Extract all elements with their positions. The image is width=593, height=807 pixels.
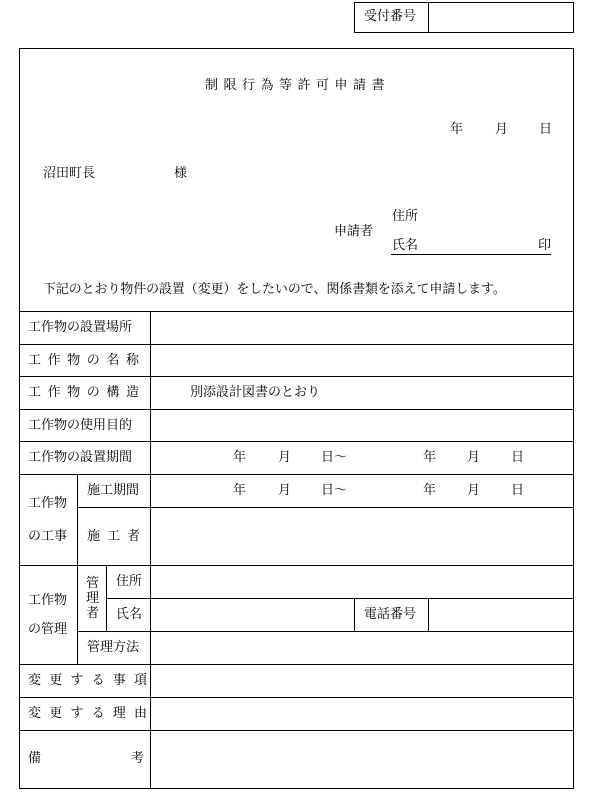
applicant-name-label: 氏名: [392, 238, 419, 253]
contractor-label: 施工者: [87, 529, 148, 544]
row-line-6: [19, 565, 574, 566]
applicant-name-underline: [391, 254, 551, 255]
phone-number-field[interactable]: [430, 600, 572, 630]
construction-from-month: 月: [278, 483, 292, 498]
group-column-line: [77, 474, 78, 664]
installation-period-label: 工作物の設置期間: [28, 450, 133, 465]
manager-column-line: [106, 565, 107, 631]
change-items-field[interactable]: [152, 666, 572, 696]
row-line-4: [19, 441, 574, 442]
applicant-name-field[interactable]: [425, 236, 530, 254]
management-method-field[interactable]: [152, 633, 572, 663]
manager-inner-line: [106, 598, 574, 599]
installation-from-year: 年: [233, 450, 247, 465]
remarks-label-right: 考: [131, 751, 145, 766]
manager-name-field[interactable]: [152, 600, 352, 630]
structure-type-label: 工作物の構造: [28, 385, 146, 400]
change-items-label: 変更する事項: [28, 673, 156, 688]
date-day-label: 日: [539, 122, 553, 137]
construction-inner-line: [77, 507, 574, 508]
row-line-8: [19, 697, 574, 698]
structure-name-field[interactable]: [152, 346, 572, 375]
receipt-number-field[interactable]: [430, 4, 572, 31]
location-label: 工作物の設置場所: [28, 320, 133, 335]
construction-to-month: 月: [467, 483, 481, 498]
table-top-line: [19, 311, 574, 312]
manager-name-label: 氏名: [116, 607, 143, 622]
installation-to-day: 日: [511, 450, 525, 465]
receipt-number-label: 受付番号: [364, 9, 417, 24]
row-line-2: [19, 376, 574, 377]
management-inner-line: [77, 631, 574, 632]
applicant-address-field[interactable]: [425, 207, 550, 225]
contractor-field[interactable]: [152, 509, 572, 564]
management-group-label-bottom: の管理: [28, 622, 68, 637]
application-statement: 下記のとおり物件の設置（変更）をしたいので、関係書類を添えて申請します。: [43, 282, 506, 297]
row-line-7: [19, 664, 574, 665]
manager-address-label: 住所: [116, 574, 143, 589]
location-field[interactable]: [152, 313, 572, 343]
date-year-label: 年: [450, 122, 464, 137]
structure-name-label: 工作物の名称: [28, 353, 146, 368]
row-line-9: [19, 730, 574, 731]
phone-number-label: 電話番号: [364, 607, 417, 622]
purpose-label: 工作物の使用目的: [28, 418, 133, 433]
remarks-label-left: 備: [28, 751, 42, 766]
phone-label-left-line: [354, 598, 355, 631]
structure-type-value[interactable]: 別添設計図書のとおり: [190, 385, 321, 400]
management-method-label: 管理方法: [87, 640, 140, 655]
receipt-divider: [428, 2, 429, 33]
installation-to-month: 月: [467, 450, 481, 465]
installation-to-year: 年: [423, 450, 437, 465]
manager-address-field[interactable]: [152, 567, 572, 597]
manager-label: 管理者: [86, 576, 100, 621]
date-month-label: 月: [495, 122, 509, 137]
construction-to-year: 年: [423, 483, 437, 498]
form-title: 制限行為等許可申請書: [205, 78, 391, 93]
purpose-field[interactable]: [152, 411, 572, 440]
installation-from-month: 月: [278, 450, 292, 465]
applicant-label: 申請者: [334, 224, 374, 239]
construction-to-day: 日: [511, 483, 525, 498]
phone-label-right-line: [428, 598, 429, 631]
applicant-seal-mark: 印: [538, 238, 552, 253]
row-line-5: [19, 474, 574, 475]
addressee-name: 沼田町長: [43, 166, 96, 181]
construction-from-day: 日～: [321, 483, 348, 498]
applicant-address-label: 住所: [392, 209, 419, 224]
construction-group-label-bottom: の工事: [28, 529, 68, 544]
row-line-3: [19, 409, 574, 410]
construction-from-year: 年: [233, 483, 247, 498]
remarks-field[interactable]: [152, 732, 572, 787]
change-reason-field[interactable]: [152, 699, 572, 729]
construction-group-label-top: 工作物: [28, 496, 68, 511]
change-reason-label: 変更する理由: [28, 706, 156, 721]
installation-from-day: 日～: [321, 450, 348, 465]
management-group-label-top: 工作物: [28, 593, 68, 608]
addressee-honorific: 様: [174, 166, 188, 181]
row-line-1: [19, 344, 574, 345]
construction-period-label: 施工期間: [87, 483, 140, 498]
